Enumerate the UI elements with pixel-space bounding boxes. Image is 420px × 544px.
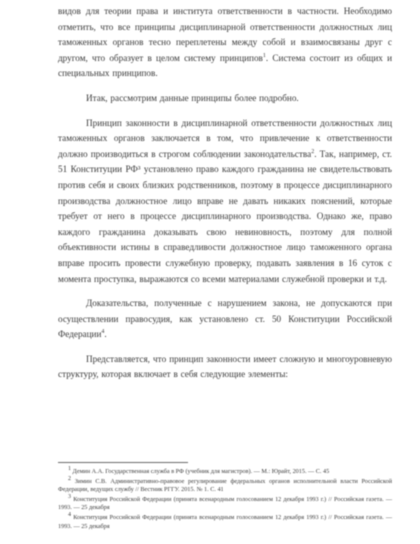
footnote-number: 3 <box>68 493 71 500</box>
footnote-item <box>58 475 393 495</box>
paragraph-tail: . Система состоит из общих и специальных принципов. <box>58 52 393 79</box>
footnote-text: Зимин С.В. Административно-правовое регулирование федеральных органов исполнительной власти Российской Федерации, ведущих службу // Вестник РГГУ. 2015. № 1. С. 41 <box>58 477 393 494</box>
footnote-item <box>58 465 392 477</box>
paragraph-text: Доказательства, полученные с нарушением закона, не допускаются при осуществлении правосудия, как установлено ст. 50 Конституции Российской Федерации <box>58 298 392 340</box>
footnote-item <box>58 511 393 531</box>
footnote-item <box>58 493 393 513</box>
paragraph-legality-principle <box>58 116 392 288</box>
paragraph-structure <box>58 352 392 383</box>
paragraph-tail: . Так, например, ст. 51 Конституции РФ³ установлено право каждого гражданина не свидетельствовать против себя и своих близких родственников, поэтому в процессе дисциплинарного производства должностное лицо вправе не давать никаких пояснений, которые требует от него в процессе дисциплинарного производства. Однако же, право каждого гражданина доказывать свою невиновность, поэтому для полной объективности истины в справедливости должностное лицо таможенного органа вправе просить провести служебную проверку, подавать заявления в 16 суток с момента проступка, выражаются со всеми материалами служебной проверки и т.д. <box>58 148 392 284</box>
footnote-text: Конституция Российской Федерации (принята всенародным голосованием 12 декабря 1993 г.) // Российская газета. — 1993. — 25 декабря <box>58 513 393 530</box>
paragraph-tail: . <box>104 329 107 340</box>
paragraph-intro <box>58 91 392 107</box>
footnote-ref[interactable]: 2 <box>311 148 315 155</box>
footnote-text: Конституция Российской Федерации (принята всенародным голосованием 12 декабря 1993 г.) // Российская газета. — 1993. — 25 декабря <box>58 495 393 512</box>
paragraph-evidence <box>58 296 392 343</box>
footnote-text: Демин А.А. Государственная служба в РФ (учебник для магистров). — М.: Юрайт, 2015. — С. 45 <box>72 468 330 475</box>
footnote-ref[interactable]: 1 <box>262 52 266 59</box>
paragraph-text: видов для теории права и института ответственности в частности. Необходимо отметить, что все принципы дисциплинарной ответственности должностных лиц таможенных органов тесно переплетены между собой и взаимосвязаны друг с другом, что образует в целом систему принципов <box>58 6 392 63</box>
footnote-number: 4 <box>68 511 71 518</box>
paragraph-continuation <box>58 4 392 82</box>
paragraph-text: Принцип законности в дисциплинарной ответственности должностных лиц таможенных органов заключается в том, что привлечение к ответственности должно производиться в строгом соблюдении законодательства <box>58 117 392 159</box>
footnote-divider <box>58 462 188 463</box>
footnote-ref[interactable]: 4 <box>101 329 105 336</box>
footnotes-section <box>58 462 392 532</box>
footnote-number: 2 <box>68 475 71 482</box>
paragraph-text: Представляется, что принцип законности имеет сложную и многоуровневую структуру, которая включает в себя следующие элементы: <box>58 353 392 380</box>
footnote-number: 1 <box>68 465 71 472</box>
paragraph-text: Итак, рассмотрим данные принципы более подробно. <box>86 92 299 103</box>
